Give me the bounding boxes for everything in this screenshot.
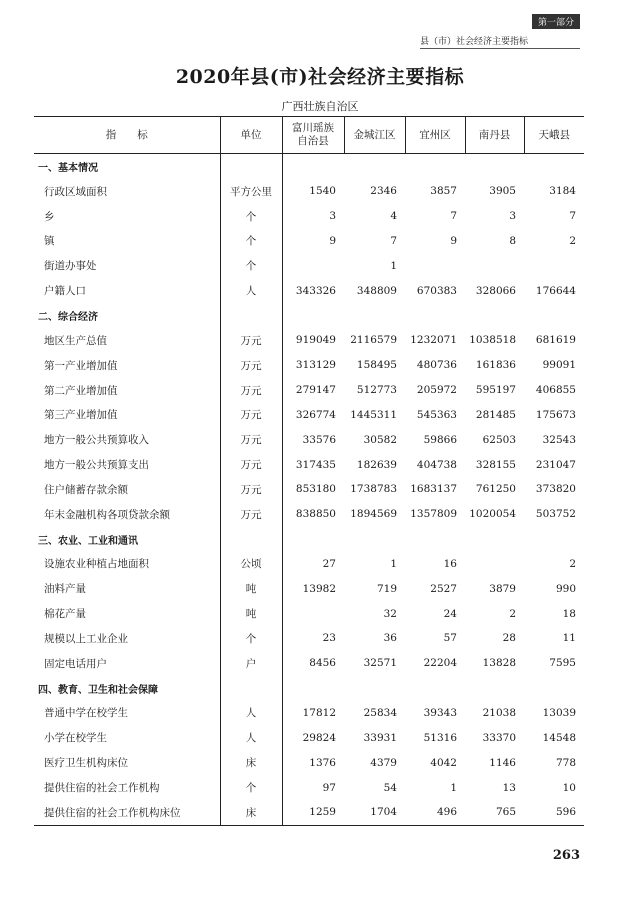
unit-cell: 万元 xyxy=(220,427,282,452)
unit-cell: 万元 xyxy=(220,452,282,477)
unit-cell: 万元 xyxy=(220,402,282,427)
table-row xyxy=(34,229,584,254)
value-cell: 32543 xyxy=(542,433,576,446)
value-cell: 279147 xyxy=(295,384,336,397)
unit-cell: 人 xyxy=(220,725,282,750)
unit-cell: 万元 xyxy=(220,477,282,502)
value-cell: 205972 xyxy=(416,384,457,397)
indicator-name: 镇 xyxy=(44,235,55,248)
value-cell: 326774 xyxy=(295,408,336,421)
value-cell: 59866 xyxy=(423,433,457,446)
value-cell: 2116579 xyxy=(350,334,397,347)
value-cell: 1232071 xyxy=(410,334,457,347)
value-cell: 23 xyxy=(322,632,336,645)
section-heading: 一、基本情况 xyxy=(38,162,98,174)
table-row xyxy=(34,452,584,477)
value-cell: 29824 xyxy=(302,731,336,744)
value-cell: 32 xyxy=(383,607,397,620)
value-cell: 990 xyxy=(555,582,576,595)
unit-cell: 万元 xyxy=(220,328,282,353)
value-cell xyxy=(524,154,584,179)
unit-cell: 个 xyxy=(220,626,282,651)
value-cell xyxy=(405,527,465,552)
indicator-name: 年末金融机构各项贷款余额 xyxy=(44,508,170,521)
value-cell: 16 xyxy=(443,557,457,570)
value-cell: 10 xyxy=(562,781,576,794)
value-cell: 328155 xyxy=(475,458,516,471)
value-cell: 1357809 xyxy=(410,508,457,521)
value-cell: 36 xyxy=(383,632,397,645)
value-cell: 33370 xyxy=(482,731,516,744)
value-cell: 13828 xyxy=(482,657,516,670)
table-row xyxy=(34,601,584,626)
table-row xyxy=(34,502,584,527)
value-cell: 33931 xyxy=(363,731,397,744)
indicator-name: 小学在校学生 xyxy=(44,732,107,745)
section-heading: 三、农业、工业和通讯 xyxy=(38,535,138,547)
table-row xyxy=(34,402,584,427)
value-cell xyxy=(465,552,524,577)
value-cell: 1 xyxy=(390,259,397,272)
value-cell: 27 xyxy=(322,557,336,570)
value-cell: 761250 xyxy=(475,483,516,496)
table-row xyxy=(34,552,584,577)
value-cell: 348809 xyxy=(356,284,397,297)
value-cell: 18 xyxy=(562,607,576,620)
value-cell: 7 xyxy=(569,210,576,223)
value-cell xyxy=(465,676,524,701)
table-row xyxy=(34,477,584,502)
indicator-name: 设施农业种植占地面积 xyxy=(44,558,149,571)
unit-cell: 个 xyxy=(220,229,282,254)
part-label: 第一部分 xyxy=(532,14,580,29)
section-row xyxy=(34,303,584,328)
value-cell: 670383 xyxy=(416,284,457,297)
value-cell: 1259 xyxy=(282,800,344,825)
value-cell xyxy=(282,601,344,626)
value-cell: 3857 xyxy=(430,185,457,198)
value-cell xyxy=(524,253,584,278)
value-cell: 503752 xyxy=(535,508,576,521)
unit-cell xyxy=(220,676,282,701)
column-header: 指 标 xyxy=(34,117,220,154)
column-header: 金城江区 xyxy=(344,117,405,154)
indicator-name: 住户储蓄存款余额 xyxy=(44,483,128,496)
table-row xyxy=(34,278,584,303)
value-cell xyxy=(344,676,405,701)
value-cell: 406855 xyxy=(535,384,576,397)
value-cell: 13039 xyxy=(542,706,576,719)
value-cell: 919049 xyxy=(295,334,336,347)
column-header: 单位 xyxy=(220,117,282,154)
value-cell: 22204 xyxy=(423,657,457,670)
page-number: 263 xyxy=(552,848,580,863)
value-cell: 7 xyxy=(390,234,397,247)
value-cell: 3879 xyxy=(489,582,516,595)
table-row xyxy=(34,179,584,204)
value-cell xyxy=(465,253,524,278)
value-cell: 176644 xyxy=(535,284,576,297)
value-cell: 1 xyxy=(390,557,397,570)
value-cell: 1894569 xyxy=(350,508,397,521)
section-heading: 四、教育、卫生和社会保障 xyxy=(38,684,158,696)
value-cell: 4042 xyxy=(430,756,457,769)
value-cell: 8 xyxy=(509,234,516,247)
value-cell xyxy=(282,253,344,278)
value-cell: 28 xyxy=(502,632,516,645)
unit-cell: 吨 xyxy=(220,576,282,601)
value-cell xyxy=(465,154,524,179)
value-cell: 21038 xyxy=(482,706,516,719)
indicator-name: 规模以上工业企业 xyxy=(44,632,128,645)
indicator-name: 棉花产量 xyxy=(44,608,86,621)
indicator-name: 油料产量 xyxy=(44,583,86,596)
unit-cell: 万元 xyxy=(220,378,282,403)
unit-cell: 吨 xyxy=(220,601,282,626)
unit-cell: 平方公里 xyxy=(220,179,282,204)
value-cell xyxy=(405,154,465,179)
value-cell xyxy=(282,676,344,701)
value-cell xyxy=(282,527,344,552)
table-row xyxy=(34,626,584,651)
indicator-name: 普通中学在校学生 xyxy=(44,707,128,720)
indicator-name: 第三产业增加值 xyxy=(44,409,118,422)
running-header xyxy=(420,14,580,47)
column-header: 富川瑶族 自治县 xyxy=(282,117,344,154)
column-header: 天峨县 xyxy=(524,117,584,154)
value-cell xyxy=(405,303,465,328)
value-cell xyxy=(344,154,405,179)
unit-cell: 个 xyxy=(220,253,282,278)
unit-cell: 床 xyxy=(220,750,282,775)
unit-cell: 个 xyxy=(220,204,282,229)
value-cell: 51316 xyxy=(423,731,457,744)
region-label: 广西壮族自治区 xyxy=(281,100,359,113)
value-cell xyxy=(282,303,344,328)
value-cell: 32571 xyxy=(363,657,397,670)
value-cell: 175673 xyxy=(535,408,576,421)
value-cell xyxy=(405,253,465,278)
value-cell: 7595 xyxy=(549,657,576,670)
value-cell: 2 xyxy=(509,607,516,620)
section-heading: 二、综合经济 xyxy=(38,311,98,323)
table-row xyxy=(34,775,584,800)
value-cell: 54 xyxy=(383,781,397,794)
value-cell: 765 xyxy=(465,800,524,825)
value-cell: 158495 xyxy=(356,359,397,372)
value-cell xyxy=(282,154,344,179)
value-cell xyxy=(344,303,405,328)
value-cell: 11 xyxy=(562,632,576,645)
value-cell xyxy=(405,676,465,701)
value-cell: 4379 xyxy=(370,756,397,769)
value-cell: 1 xyxy=(450,781,457,794)
section-row xyxy=(34,154,584,179)
value-cell: 182639 xyxy=(356,458,397,471)
indicator-name: 地区生产总值 xyxy=(44,334,107,347)
table-row xyxy=(34,576,584,601)
value-cell: 39343 xyxy=(423,706,457,719)
value-cell: 13 xyxy=(502,781,516,794)
unit-cell: 万元 xyxy=(220,353,282,378)
table-row xyxy=(34,750,584,775)
value-cell xyxy=(465,527,524,552)
unit-cell xyxy=(220,303,282,328)
value-cell: 317435 xyxy=(295,458,336,471)
unit-cell: 人 xyxy=(220,701,282,726)
value-cell: 7 xyxy=(450,210,457,223)
value-cell: 97 xyxy=(322,781,336,794)
value-cell: 480736 xyxy=(416,359,457,372)
value-cell: 1738783 xyxy=(350,483,397,496)
value-cell: 328066 xyxy=(475,284,516,297)
value-cell: 9 xyxy=(329,234,336,247)
indicator-name: 乡 xyxy=(44,210,55,223)
indicator-name: 地方一般公共预算收入 xyxy=(44,434,149,447)
value-cell: 1038518 xyxy=(469,334,516,347)
section-row xyxy=(34,676,584,701)
unit-cell xyxy=(220,154,282,179)
value-cell: 99091 xyxy=(542,359,576,372)
value-cell: 838850 xyxy=(295,508,336,521)
value-cell: 596 xyxy=(524,800,584,825)
value-cell: 1683137 xyxy=(410,483,457,496)
value-cell xyxy=(344,527,405,552)
value-cell: 8456 xyxy=(309,657,336,670)
value-cell: 30582 xyxy=(363,433,397,446)
value-cell: 1146 xyxy=(489,756,516,769)
value-cell: 496 xyxy=(405,800,465,825)
indicator-table xyxy=(34,116,584,826)
value-cell: 4 xyxy=(390,210,397,223)
indicator-name: 地方一般公共预算支出 xyxy=(44,459,149,472)
value-cell: 57 xyxy=(443,632,457,645)
table-row xyxy=(34,651,584,676)
table-row xyxy=(34,800,584,825)
value-cell: 595197 xyxy=(475,384,516,397)
unit-cell: 人 xyxy=(220,278,282,303)
value-cell: 62503 xyxy=(482,433,516,446)
value-cell: 404738 xyxy=(416,458,457,471)
value-cell: 161836 xyxy=(475,359,516,372)
indicator-name: 固定电话用户 xyxy=(44,657,107,670)
value-cell: 33576 xyxy=(302,433,336,446)
table-row xyxy=(34,204,584,229)
indicator-name: 行政区域面积 xyxy=(44,185,107,198)
value-cell: 3 xyxy=(509,210,516,223)
value-cell: 2 xyxy=(569,557,576,570)
value-cell: 2346 xyxy=(370,185,397,198)
unit-cell: 万元 xyxy=(220,502,282,527)
value-cell: 25834 xyxy=(363,706,397,719)
table-row xyxy=(34,725,584,750)
table-row xyxy=(34,378,584,403)
value-cell: 231047 xyxy=(535,458,576,471)
value-cell: 2 xyxy=(569,234,576,247)
unit-cell xyxy=(220,527,282,552)
value-cell: 313129 xyxy=(295,359,336,372)
unit-cell: 个 xyxy=(220,775,282,800)
indicator-name: 提供住宿的社会工作机构 xyxy=(44,782,160,795)
value-cell: 719 xyxy=(376,582,397,595)
indicator-name: 第二产业增加值 xyxy=(44,384,118,397)
value-cell: 14548 xyxy=(542,731,576,744)
indicator-name: 第一产业增加值 xyxy=(44,359,118,372)
value-cell: 3905 xyxy=(489,185,516,198)
value-cell: 512773 xyxy=(356,384,397,397)
table-row xyxy=(34,353,584,378)
indicator-name: 提供住宿的社会工作机构床位 xyxy=(34,800,220,825)
value-cell: 3 xyxy=(329,210,336,223)
table-header-row xyxy=(34,117,584,154)
value-cell: 9 xyxy=(450,234,457,247)
value-cell: 778 xyxy=(555,756,576,769)
indicator-name: 户籍人口 xyxy=(44,285,86,298)
value-cell xyxy=(524,303,584,328)
value-cell xyxy=(524,676,584,701)
value-cell: 17812 xyxy=(302,706,336,719)
unit-cell: 户 xyxy=(220,651,282,676)
value-cell: 1445311 xyxy=(350,408,397,421)
value-cell: 24 xyxy=(443,607,457,620)
value-cell: 2527 xyxy=(430,582,457,595)
chapter-label: 县（市）社会经济主要指标 xyxy=(420,34,580,49)
value-cell: 1704 xyxy=(344,800,405,825)
indicator-name: 街道办事处 xyxy=(44,260,97,273)
page-title: 2020年县(市)社会经济主要指标 xyxy=(175,66,465,88)
table-row xyxy=(34,253,584,278)
value-cell: 1540 xyxy=(309,185,336,198)
unit-cell: 床 xyxy=(220,800,282,825)
indicator-name: 医疗卫生机构床位 xyxy=(44,757,128,770)
value-cell: 1376 xyxy=(309,756,336,769)
column-header: 南丹县 xyxy=(465,117,524,154)
value-cell: 545363 xyxy=(416,408,457,421)
value-cell: 343326 xyxy=(295,284,336,297)
value-cell: 853180 xyxy=(295,483,336,496)
table-row xyxy=(34,328,584,353)
unit-cell: 公顷 xyxy=(220,552,282,577)
value-cell: 373820 xyxy=(535,483,576,496)
value-cell: 13982 xyxy=(302,582,336,595)
value-cell xyxy=(465,303,524,328)
value-cell: 281485 xyxy=(475,408,516,421)
section-row xyxy=(34,527,584,552)
value-cell: 1020054 xyxy=(469,508,516,521)
column-header: 宜州区 xyxy=(405,117,465,154)
table-row xyxy=(34,701,584,726)
table-row xyxy=(34,427,584,452)
value-cell: 3184 xyxy=(549,185,576,198)
value-cell: 681619 xyxy=(535,334,576,347)
value-cell xyxy=(524,527,584,552)
